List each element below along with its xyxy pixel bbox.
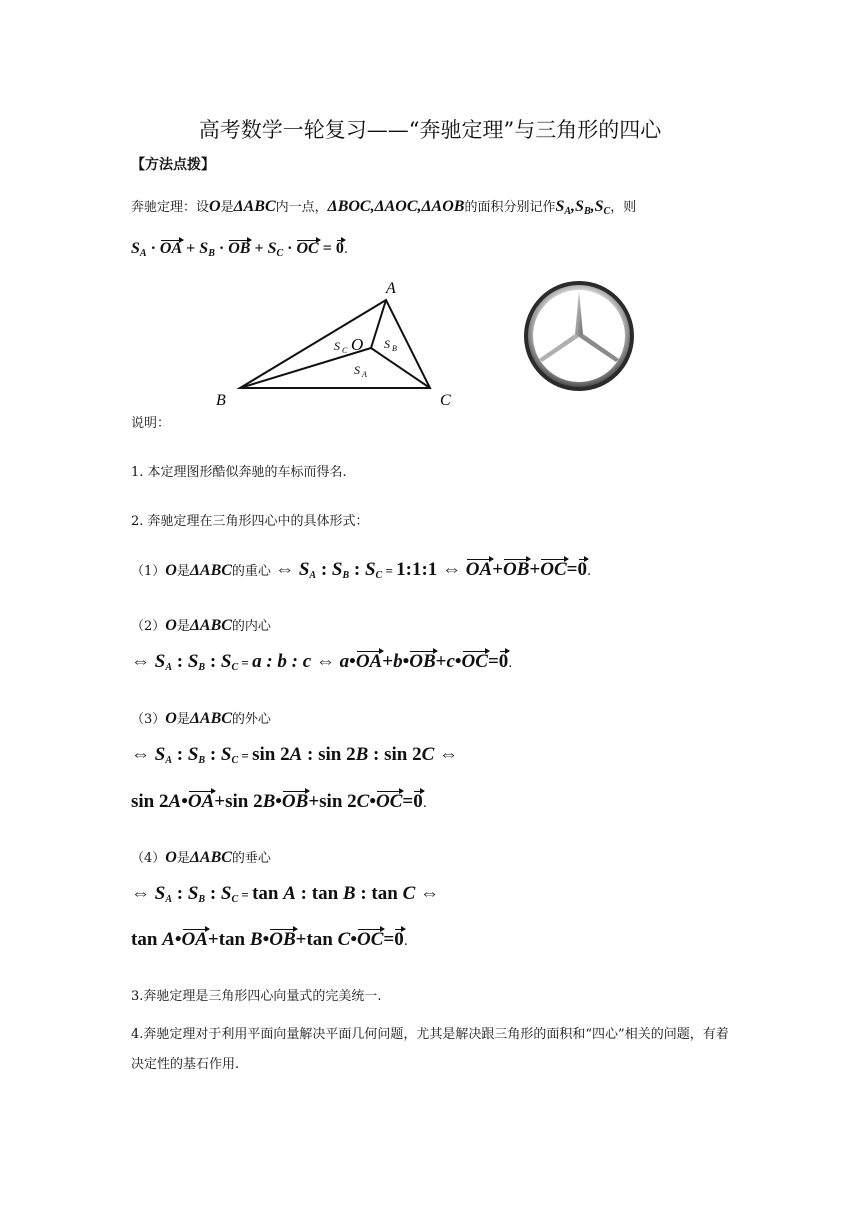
point-o: O — [209, 198, 221, 215]
benz-formula: $S_A$ · OA + $S_B$ · OB + $S_C$ · OC = 0. — [131, 240, 348, 259]
case-orthocenter-formula-1: ⇔ $S_A$ : $S_B$ : $S_C = \tan A$ : tan B : tan C ⇔ — [131, 883, 440, 905]
case-incenter-label: （2）O是ΔABC的内心 — [131, 617, 271, 634]
case-circumcenter-label: （3）O是ΔABC的外心 — [131, 710, 271, 727]
vertex-a-label: A — [386, 280, 396, 297]
point-o-label: O — [351, 335, 364, 354]
explain-label: 说明： — [131, 416, 171, 431]
label-sb: S — [384, 337, 390, 351]
case-circumcenter-formula-2: sin 2A•OA+sin 2B•OB+sin 2C•OC=0. — [131, 791, 427, 812]
case-circumcenter-formula-1: ⇔ $S_A$ : $S_B$ : $S_C = \sin 2A$ : sin 2B : sin 2C ⇔ — [131, 744, 459, 766]
item-4: 4.奔驰定理对于利用平面向量解决平面几何问题，尤其是解决跟三角形的面积和“四心”相关的问题，有着决定性的基石作用. — [131, 1027, 729, 1072]
label-sc: S — [334, 339, 340, 353]
theorem-area-note: 的面积分别记作 — [464, 200, 556, 215]
item-1: 1. 本定理图形酷似奔驰的车标而得名. — [131, 465, 347, 480]
section-heading: 【方法点拨】 — [131, 157, 215, 173]
vertex-c-label: C — [440, 392, 451, 408]
item-2: 2. 奔驰定理在三角形四心中的具体形式： — [131, 514, 369, 529]
theorem-statement — [131, 196, 636, 217]
segment-bo — [240, 348, 371, 388]
item-3: 3.奔驰定理是三角形四心向量式的完美统一. — [131, 989, 382, 1004]
theorem-prefix: 奔驰定理：设 — [131, 200, 210, 215]
area-list: $S_A,S_B,S_C$ — [555, 198, 611, 217]
case-centroid: （1）O是ΔABC的重心 ⇔ $S_A$ : $S_B$ : $S_C$ = 1:1:1 ⇔ OA+OB+OC=0. — [131, 559, 592, 581]
theorem-inner: 内一点， — [275, 200, 328, 215]
page-title: 高考数学一轮复习——“奔驰定理”与三角形的四心 — [198, 118, 662, 142]
label-sa: S — [354, 363, 360, 377]
label-sb-sub: B — [392, 344, 397, 353]
theorem-is: 是 — [220, 200, 234, 215]
theorem-then: ，则 — [610, 200, 637, 215]
case-orthocenter-label: （4）O是ΔABC的垂心 — [131, 849, 271, 866]
vertex-b-label: B — [216, 392, 226, 408]
sub-triangles: ΔBOC,ΔAOC,ΔAOB — [327, 198, 465, 215]
triangle-diagram — [208, 278, 468, 408]
case-orthocenter-formula-2: tan A•OA+tan B•OB+tan C•OC=0. — [131, 929, 408, 950]
segment-co — [371, 348, 430, 388]
mercedes-logo-image — [522, 279, 636, 393]
case-incenter-formula: ⇔ $S_A$ : $S_B$ : $S_C = a$ : b : c ⇔ a•OA+b•OB+c•OC=0. — [131, 651, 513, 673]
label-sa-sub: A — [362, 370, 367, 379]
triangle-abc: ΔABC — [233, 198, 276, 215]
label-sc-sub: C — [342, 346, 348, 355]
